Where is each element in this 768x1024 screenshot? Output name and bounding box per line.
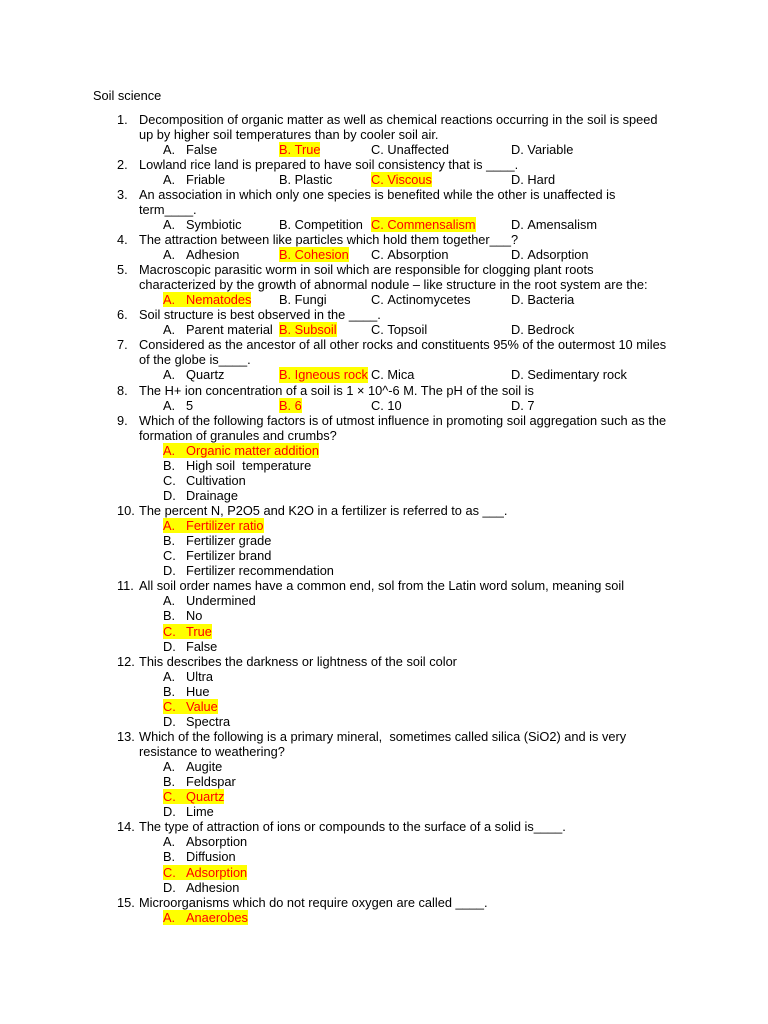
question-list [0,112,768,925]
option-label: B. [163,533,176,549]
option-text: Absorption [387,247,449,263]
answer-options [0,367,768,382]
option-label: C. [163,548,176,564]
option-label: B. [163,849,176,865]
option-d [511,322,574,337]
question-text: The type of attraction of ions or compounds to the surface of a solid is____. [139,819,566,835]
option-a [163,834,247,849]
option-label: D. [511,367,524,383]
option-c [371,367,414,382]
option-label: D. [163,879,176,895]
option-text: Parent material [186,322,273,338]
option-text: Adhesion [186,879,240,895]
option-d [511,292,574,307]
option-d [511,367,627,382]
option-a [163,443,319,458]
option-a [163,759,222,774]
option-label: B. [279,141,292,157]
option-a [163,217,241,232]
question-text: This describes the darkness or lightness of the soil color [139,653,457,669]
option-text: 6 [294,397,302,413]
option-d [511,172,555,187]
option-b [163,458,311,473]
answer-options [0,292,768,307]
question-number: 11. [117,578,134,594]
question-1 [0,112,768,157]
option-c [163,548,271,563]
option-label: A. [163,518,176,534]
option-label: B. [279,367,292,383]
question-number: 3. [117,186,128,202]
option-c [163,473,246,488]
option-text: 7 [527,397,535,413]
option-text: Drainage [186,487,238,503]
question-number: 10. [117,503,135,518]
question-7 [0,337,768,382]
option-label: A. [163,292,176,308]
option-label: B. [279,322,292,338]
option-c [163,624,212,639]
answer-options [0,217,768,232]
option-text: 5 [186,397,194,413]
option-label: B. [163,608,176,624]
option-b [163,684,209,699]
option-label: B. [279,216,292,232]
option-label: A. [163,759,176,775]
option-text: Quartz [186,789,225,805]
question-text: Which of the following factors is of utmost influence in promoting soil aggregation such as the formation of granules and crumbs? [139,412,667,443]
option-text: Friable [186,171,226,187]
option-b [279,322,337,337]
question-10 [0,503,768,578]
answer-options [0,247,768,262]
question-number: 2. [117,156,128,172]
option-text: Fertilizer ratio [186,518,264,534]
option-label: A. [163,171,176,187]
option-b [279,217,363,232]
option-c [371,172,432,187]
question-15 [0,895,768,925]
option-label: C. [163,623,176,639]
option-text: Commensalism [387,216,476,232]
option-d [511,247,589,262]
option-label: A. [163,322,176,338]
option-c [371,398,402,413]
option-label: A. [163,909,176,925]
option-a [163,518,264,533]
option-d [511,398,534,413]
question-6 [0,307,768,337]
question-8 [0,383,768,413]
option-label: D. [511,397,524,413]
option-label: C. [371,292,384,308]
question-text: The attraction between like particles which hold them together___? [139,231,519,247]
option-b [163,774,236,789]
option-text: No [186,608,203,624]
question-number: 6. [117,307,128,323]
option-text: Plastic [294,171,333,187]
option-label: A. [163,141,176,157]
option-a [163,593,256,608]
option-label: C. [371,367,384,383]
option-text: Actinomycetes [387,292,471,308]
option-text: Symbiotic [186,216,242,232]
option-label: B. [163,457,176,473]
option-a [163,669,213,684]
question-text: Decomposition of organic matter as well as chemical reactions occurring in the soil is speed up by higher soil temperatures than by cooler soil air. [139,111,658,142]
option-label: D. [163,804,176,820]
question-5 [0,262,768,307]
option-label: C. [371,171,384,187]
option-b [163,849,236,864]
option-label: C. [371,397,384,413]
answer-options [0,593,768,653]
option-text: Fertilizer recommendation [186,563,334,579]
option-a [163,172,225,187]
option-text: Spectra [186,713,231,729]
option-label: D. [163,563,176,579]
option-label: D. [511,322,524,338]
option-label: A. [163,442,176,458]
option-text: Subsoil [294,322,337,338]
option-label: D. [163,638,176,654]
option-d [163,639,217,654]
question-number: 14. [117,819,135,835]
option-c [163,789,224,804]
option-label: D. [163,487,176,503]
option-d [163,563,334,578]
option-label: C. [163,472,176,488]
option-text: Absorption [186,834,248,850]
option-d [163,488,238,503]
option-text: Variable [527,141,574,157]
option-label: C. [163,698,176,714]
option-label: D. [511,247,524,263]
document-title: Soil science [93,87,162,103]
option-d [163,880,239,895]
answer-options [0,518,768,578]
option-a [163,398,193,413]
option-text: Competition [294,216,363,232]
question-11 [0,578,768,653]
option-label: C. [371,216,384,232]
option-text: False [186,141,218,157]
option-text: Bedrock [527,322,575,338]
option-label: D. [511,292,524,308]
option-label: D. [511,171,524,187]
option-b [279,292,327,307]
option-text: Cohesion [294,247,349,263]
option-label: D. [511,216,524,232]
question-text: Macroscopic parasitic worm in soil which are responsible for clogging plant roots characterized by the growth of abnormal nodule – like structure in the root system are the: [139,262,648,293]
question-text: The percent N, P2O5 and K2O in a fertilizer is referred to as ___. [139,503,508,518]
question-3 [0,187,768,232]
option-b [163,608,202,623]
answer-options [0,834,768,894]
option-d [511,142,573,157]
option-label: C. [371,247,384,263]
answer-options [0,398,768,413]
option-a [163,910,248,925]
option-text: Mica [387,367,415,383]
option-label: B. [163,683,176,699]
option-b [279,398,302,413]
option-text: Unaffected [387,141,450,157]
option-text: Adsorption [527,247,589,263]
option-text: Organic matter addition [186,442,320,458]
option-text: Ultra [186,668,214,684]
answer-options [0,759,768,819]
option-text: Fertilizer brand [186,548,272,564]
option-label: D. [511,141,524,157]
option-label: A. [163,216,176,232]
option-c [371,247,449,262]
question-text: Soil structure is best observed in the ____. [139,307,381,323]
option-text: Feldspar [186,774,236,790]
option-text: Value [186,698,218,714]
option-c [371,217,476,232]
answer-options [0,443,768,503]
option-text: Viscous [387,171,432,187]
option-label: C. [371,322,384,338]
option-b [163,533,271,548]
option-c [371,322,427,337]
option-text: Fungi [294,292,327,308]
option-d [163,714,230,729]
question-number: 9. [117,412,128,428]
answer-options [0,142,768,157]
question-text: Lowland rice land is prepared to have soil consistency that is ____. [139,156,519,172]
option-text: Bacteria [527,292,575,308]
option-text: Augite [186,759,223,775]
option-d [511,217,597,232]
question-9 [0,413,768,503]
question-number: 15. [117,894,135,910]
option-label: C. [163,864,176,880]
option-label: A. [163,834,176,850]
question-number: 5. [117,262,128,278]
option-text: Amensalism [527,216,598,232]
option-text: Anaerobes [186,909,248,925]
option-text: Adhesion [186,247,240,263]
question-14 [0,819,768,894]
option-text: Adsorption [186,864,248,880]
option-a [163,292,251,307]
option-b [279,367,368,382]
question-text: Which of the following is a primary mineral, sometimes called silica (SiO2) and is very resistance to weathering? [139,728,627,759]
answer-options [0,172,768,187]
option-c [371,292,471,307]
answer-options [0,910,768,925]
option-text: Nematodes [186,292,252,308]
option-c [163,865,247,880]
question-number: 8. [117,382,128,398]
option-text: Fertilizer grade [186,533,272,549]
option-label: B. [279,171,292,187]
option-text: 10 [387,397,402,413]
question-text: Considered as the ancestor of all other rocks and constituents 95% of the outermost 10 miles of the globe is____. [139,337,667,368]
option-b [279,172,332,187]
option-text: Igneous rock [294,367,368,383]
option-label: A. [163,367,176,383]
option-text: Undermined [186,593,256,609]
option-a [163,322,273,337]
option-c [371,142,449,157]
question-number: 13. [117,728,135,744]
option-label: C. [371,141,384,157]
question-text: Microorganisms which do not require oxygen are called ____. [139,894,488,910]
answer-options [0,669,768,729]
question-4 [0,232,768,262]
question-12 [0,654,768,729]
option-text: True [186,623,212,639]
option-label: A. [163,593,176,609]
option-label: D. [163,713,176,729]
option-text: Cultivation [186,472,246,488]
option-a [163,367,224,382]
question-number: 1. [117,111,128,127]
question-number: 4. [117,231,128,247]
question-13 [0,729,768,819]
option-d [163,804,214,819]
option-c [163,699,218,714]
question-2 [0,157,768,187]
option-b [279,142,320,157]
option-text: Hue [186,683,210,699]
option-label: B. [279,397,292,413]
option-text: False [186,638,218,654]
question-number: 12. [117,653,135,669]
answer-options [0,322,768,337]
question-text: The H+ ion concentration of a soil is 1 × 10^-6 M. The pH of the soil is [139,382,534,398]
option-label: A. [163,668,176,684]
option-text: Hard [527,171,556,187]
option-b [279,247,349,262]
question-text: An association in which only one species is benefited while the other is unaffected is term____. [139,186,616,217]
option-text: Topsoil [387,322,428,338]
option-label: B. [163,774,176,790]
option-text: Sedimentary rock [527,367,627,383]
option-a [163,247,239,262]
question-number: 7. [117,337,128,353]
option-label: B. [279,292,292,308]
option-label: A. [163,397,176,413]
option-text: Quartz [186,367,225,383]
option-text: High soil temperature [186,457,312,473]
option-label: C. [163,789,176,805]
option-text: True [294,141,321,157]
option-text: Diffusion [186,849,236,865]
option-label: B. [279,247,292,263]
option-label: A. [163,247,176,263]
option-a [163,142,217,157]
question-text: All soil order names have a common end, sol from the Latin word solum, meaning soil [139,578,625,594]
option-text: Lime [186,804,214,820]
